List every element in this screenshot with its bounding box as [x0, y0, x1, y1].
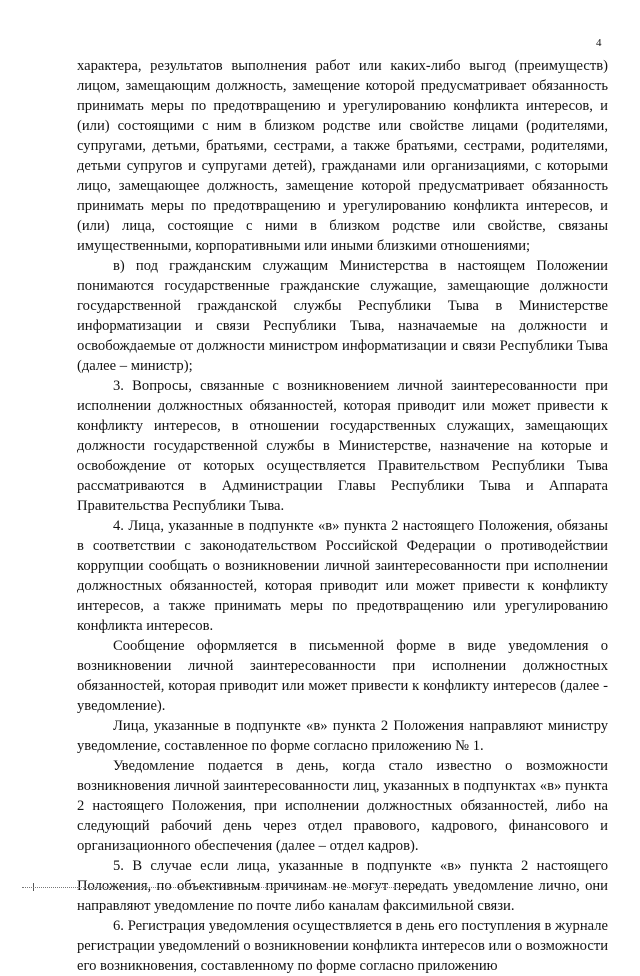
paragraph-item-6: 6. Регистрация уведомления осуществляется в день его поступления в журнале регистрации уведомлений о возникновении конфликта интересов или о возможности его возникновения, составленному по форме согласно приложению [77, 918, 609, 974]
paragraph-item-4: 4. Лица, указанные в подпункте «в» пункта 2 настоящего Положения, обязаны в соответствии с законодательством Российской Федерации о противодействии коррупции сообщать о возникновении личной заинтересованности при исполнении должностных обязанностей, которая приводит или может привести к конфликту интересов, а также принимать меры по предотвращению или урегулированию конфликта интересов. [77, 518, 608, 634]
paragraph-item-5: 5. В случае если лица, указанные в подпункте «в» пункта 2 настоящего Положения, по объективным причинам не могут передать уведомление лично, они направляют уведомление по почте либо каналам факсимильной связи. [77, 858, 608, 914]
paragraph-civil-servant-definition: в) под гражданским служащим Министерства в настоящем Положении понимаются государственные гражданские служащие, замещающие должности государственной гражданской службы Республики Тыва в Министерстве информатизации и связи Республики Тыва, назначаемые на должности и освобождаемые от должности министром информатизации и связи Республики Тыва (далее – министр); [77, 258, 608, 374]
paragraph-notification-form: Сообщение оформляется в письменной форме в виде уведомления о возникновении личной заинтересованности при исполнении должностных обязанностей, которая приводит или может привести к конфликту интересов (далее - уведомление). [77, 638, 608, 714]
paragraph-conflict-definition-continued: характера, результатов выполнения работ или каких-либо выгод (преимуществ) лицом, замещающим должность, замещение которой предусматривает обязанность принимать меры по предотвращению и урегулированию конфликта интересов, и (или) состоящими с ним в близком родстве или свойстве лицами (родителями, супругами, детьми, братьями, сестрами, а также братьями, сестрами, родителями, детьми супругов и супругами детей), гражданами или организациями, с которыми лицо, замещающее должность, замещение которой предусматривает обязанность принимать меры по предотвращению и урегулированию конфликта интересов, и (или) лица, состоящие с ними в близком родстве или свойстве, связаны имущественными, корпоративными или иными близкими отношениями; [77, 58, 608, 254]
bottom-divider [22, 887, 422, 888]
paragraph-notification-deadline: Уведомление подается в день, когда стало известно о возможности возникновения личной заинтересованности лиц, указанных в подпунктах «в» пункта 2 настоящего Положения, при исполнении должностных обязанностей, либо на следующий рабочий день через отдел правового, кадрового, финансового и организационного обеспечения (далее – отдел кадров). [77, 758, 608, 854]
paragraph-notification-to-minister: Лица, указанные в подпункте «в» пункта 2 Положения направляют министру уведомление, составленное по форме согласно приложению № 1. [77, 718, 608, 754]
paragraph-item-3: 3. Вопросы, связанные с возникновением личной заинтересованности при исполнении должностных обязанностей, которая приводит или может привести к конфликту интересов, в отношении государственных служащих, замещающих должности государственной службы в Министерстве, назначение на которые и освобождение от которых осуществляется Правительством Республики Тыва рассматриваются в Администрации Главы Республики Тыва и Аппарата Правительства Республики Тыва. [77, 378, 608, 514]
page-number: 4 [596, 37, 602, 49]
document-body [77, 56, 608, 976]
